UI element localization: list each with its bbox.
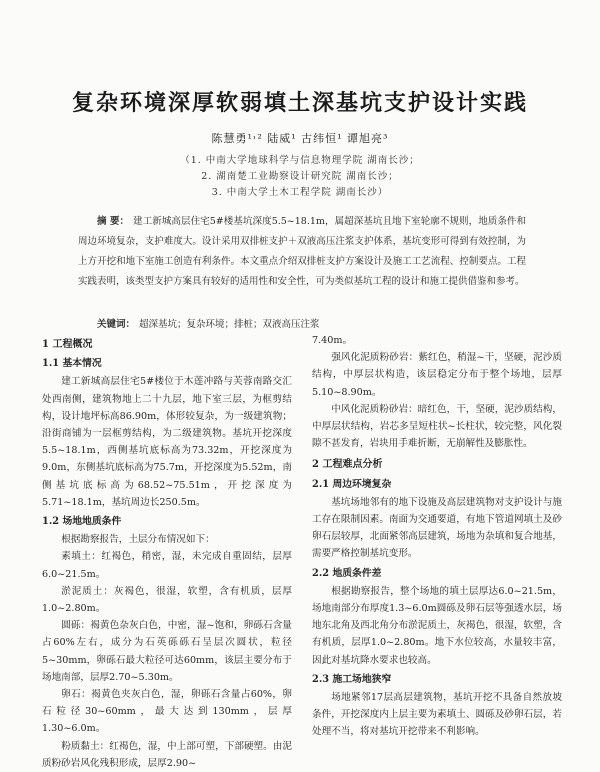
affiliation-3: 3. 中南大学土木工程学院 湖南长沙） (211, 187, 389, 198)
body-paragraph: 淤泥质土：灰褐色，很湿，软塑，含有机质，层厚1.0~2.80m。 (42, 585, 292, 615)
affiliation-1: （1. 中南大学地球科学与信息物理学院 湖南长沙； (180, 155, 420, 166)
subsection-heading: 2.1 周边环境复杂 (312, 478, 392, 490)
abstract (78, 212, 526, 292)
body-paragraph: 根据勘察报告，土层分布情况如下： (61, 534, 215, 546)
body-paragraph: 卵石：褐黄色夹灰白色，湿，卵砾石含量占60%，卵石粒径30~60mm，最大达到130mm，层厚1.30~6.0m。 (42, 689, 292, 735)
keywords-text: 超深基坑；复杂环境；排桩；双液高压注浆 (139, 319, 320, 330)
abstract-label: 摘 要： (97, 216, 130, 227)
subsection-heading: 2.3 施工场地狭窄 (312, 673, 392, 685)
affiliation-2: 2. 湖南楚工业勘察设计研究院 湖南长沙； (201, 171, 399, 182)
keywords-label: 关键词： (97, 319, 136, 330)
section-heading: 1 工程概况 (42, 339, 93, 350)
abstract-text: 建工新城高层住宅5#楼基坑深度5.5~18.1m，属超深基坑且地下室轮廓不规则，地质条件和周边环境复杂，支护难度大。设计采用双排桩支护＋双液高压注浆支护体系，基坑变形可得到有效控制，为上方开挖和地下室施工创造有利条件。本文重点介绍双排桩支护方案设计及施工工艺流程、控制要点。工程实践表明，该类型支护方案具有较好的适用性和安全性，可为类似基坑工程的设计和施工提供借鉴和参考。 (78, 216, 527, 287)
keywords (78, 316, 526, 330)
body-paragraph: 7.40m。 (312, 335, 353, 346)
subsection-heading: 1.2 场地地质条件 (42, 516, 122, 528)
section-heading: 2 工程难点分析 (312, 459, 383, 471)
body-paragraph: 建工新城高层住宅5#楼位于木莲冲路与芙蓉南路交汇处西南侧，建筑物地上二十九层，地下室三层，为框剪结构，设计地坪标高86.90m，体形较复杂，为一级建筑物；沿街商铺为一层框剪结构，为二级建筑物。基坑开挖深度5.5~18.1m，西侧基坑底标高为73.32m，开挖深度为9.0m，东侧基坑底标高为75.7m，开挖深度为5.52m，南侧基坑底标高为68.52~75.51m，开挖深度为5.71~18.1m，基坑周边长250.5m。 (42, 376, 292, 508)
body-paragraph: 圆砾：褐黄色杂灰白色，中密，湿~饱和，卵砾石含量占60%左右，成分为石英砾砾石呈层次圆状，粒径5~30mm，卵砾石最大粒径可达60mm，该层主要分布于场地南部，层厚2.70~5.30m。 (42, 620, 292, 683)
subsection-heading: 1.1 基本情况 (42, 358, 102, 370)
author-list: 陈慧勇¹˒² 陆威¹ 古纬恒¹ 谭旭亮³ (211, 132, 389, 145)
body-paragraph: 基坑场地邻有的地下设施及高层建筑物对支护设计与施工存在限制因素。南面为交通要道，有地下管道网填土及砂卵石层较厚，北面紧邻高层建筑，场地为杂填和复合地基，需要严格控制基坑变形。 (312, 496, 562, 560)
body-paragraph: 强风化泥质粉砂岩：紫红色，稍湿~干，坚硬，泥沙质结构，中厚层状构造，该层稳定分布于整个场地，层厚5.10~8.90m。 (312, 352, 562, 398)
body-paragraph: 粉质黏土：红褐色，湿，中上部可塑，下部硬塑。由泥质粉砂岩风化残积形成，层厚2.90~ (42, 740, 292, 769)
body-paragraph: 根据勘察报告，整个场地的填土层厚达6.0~21.5m，场地南部分布厚度1.3~6.0m圆砾及卵石层等强透水层，场地东北角及西北角分布淤泥质土，灰褐色，很湿，软塑，含有机质，层厚1.0~2.80m。地下水位较高，水量较丰富，因此对基坑降水要求也较高。 (312, 585, 562, 666)
body-paragraph: 场地紧邻17层高层建筑物，基坑开挖不具备自然放坡条件，开挖深度内上层主要为素填土、圆砾及砂卵石层，若处理不当，将对基坑开挖带来不利影响。 (312, 692, 562, 738)
body-paragraph: 中风化泥质粉砂岩：暗红色，干，坚硬，泥沙质结构，中厚层状结构，岩芯多呈短柱状~长柱状，较完整，风化裂隙不甚发育，岩块用手难折断，无崩解性及膨胀性。 (312, 403, 562, 450)
left-column (42, 332, 292, 772)
body-paragraph: 素填土：红褐色，稍密，湿，未完成自重固结，层厚6.0~21.5m。 (42, 551, 292, 580)
subsection-heading: 2.2 地质条件差 (312, 567, 382, 579)
right-column (312, 332, 562, 741)
paper-title: 复杂环境深厚软弱填土深基坑支护设计实践 (71, 90, 528, 116)
